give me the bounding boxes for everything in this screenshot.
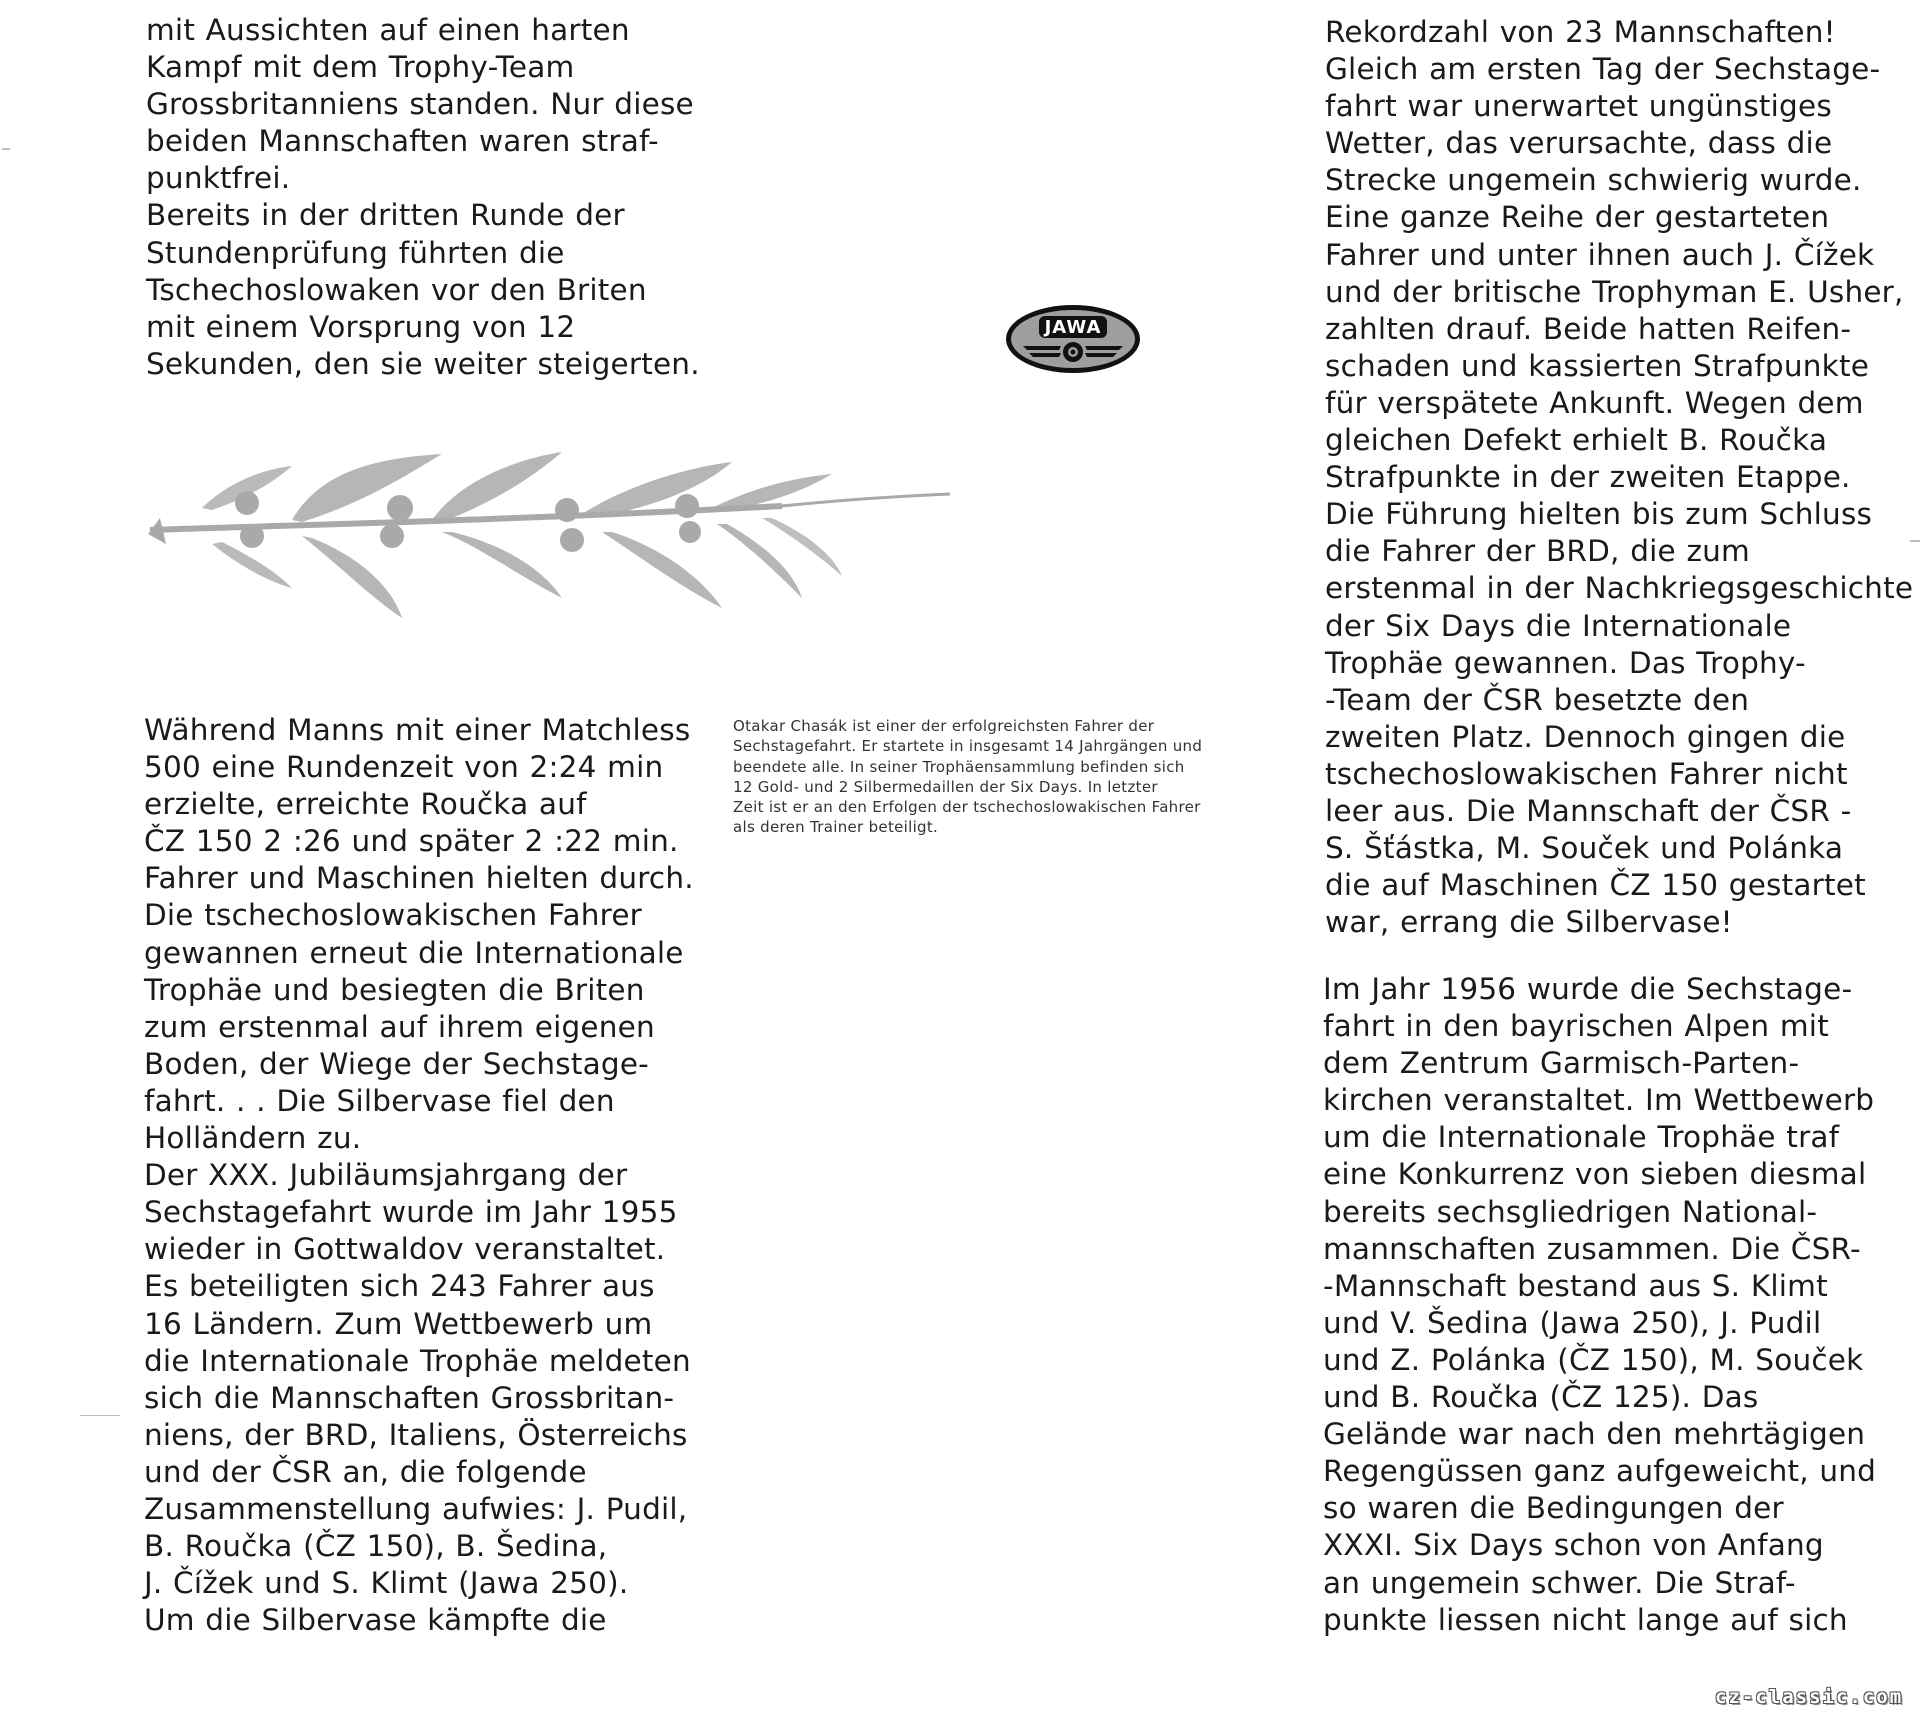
right-bottom-text-line: so waren die Bedingungen der <box>1323 1491 1784 1526</box>
right-bottom-text-line: bereits sechsgliedrigen National- <box>1323 1194 1818 1229</box>
caption-text-line: 12 Gold- und 2 Silbermedaillen der Six Days. In letzter <box>733 777 1158 796</box>
right-bottom-text-line: und V. Šedina (Jawa 250), J. Pudil <box>1323 1305 1822 1340</box>
caption-text-line: Sechstagefahrt. Er startete in insgesamt 14 Jahrgängen und <box>733 737 1203 756</box>
left-bottom-text-line: J. Čížek und S. Klimt (Jawa 250). <box>144 1566 629 1601</box>
right-top-text-line: Gleich am ersten Tag der Sechstage- <box>1325 52 1881 87</box>
right-top-text-line: leer aus. Die Mannschaft der ČSR - <box>1325 793 1852 828</box>
left-bottom-text-line: 16 Ländern. Zum Wettbewerb um <box>144 1306 653 1341</box>
jawa-logo-icon <box>1003 302 1143 376</box>
left-bottom-text-line: Trophäe und besiegten die Briten <box>144 972 645 1007</box>
right-top-text-line: Strecke ungemein schwierig wurde. <box>1325 163 1862 198</box>
caption-text-line: Zeit ist er an den Erfolgen der tschechoslowakischen Fahrer <box>733 798 1201 817</box>
left-bottom-text-line: zum erstenmal auf ihrem eigenen <box>144 1009 655 1044</box>
left-bottom-text-line: Fahrer und Maschinen hielten durch. <box>144 861 694 896</box>
right-bottom-text-line: und B. Roučka (ČZ 125). Das <box>1323 1380 1759 1415</box>
left-bottom-text-line: Die tschechoslowakischen Fahrer <box>144 898 643 933</box>
right-top-text-line: der Six Days die Internationale <box>1325 608 1792 643</box>
right-bottom-text-line: mannschaften zusammen. Die ČSR- <box>1323 1231 1861 1266</box>
left-bottom-text-line: Boden, der Wiege der Sechstage- <box>144 1046 650 1081</box>
left-top-text-line: mit Aussichten auf einen harten <box>146 13 630 47</box>
right-top-text-line: tschechoslowakischen Fahrer nicht <box>1325 756 1848 791</box>
right-top-text-line: die Fahrer der BRD, die zum <box>1325 534 1750 569</box>
right-top-text-line: fahrt war unerwartet ungünstiges <box>1325 89 1832 124</box>
left-bottom-text-line: Es beteiligten sich 243 Fahrer aus <box>144 1269 655 1304</box>
left-bottom-text-line: Während Manns mit einer Matchless <box>144 713 691 747</box>
right-bottom-text-line: und Z. Polánka (ČZ 150), M. Souček <box>1323 1342 1864 1377</box>
left-bottom-text-line: Um die Silbervase kämpfte die <box>144 1603 607 1638</box>
left-bottom-text-line: ČZ 150 2 :26 und später 2 :22 min. <box>144 824 679 859</box>
right-top-text-line: Wetter, das verursachte, dass die <box>1325 126 1833 161</box>
left-bottom-text-line: 500 eine Rundenzeit von 2:24 min <box>144 750 664 785</box>
right-bottom-text-line: Regengüssen ganz aufgeweicht, und <box>1323 1454 1877 1489</box>
photo-caption <box>733 716 1202 838</box>
left-bottom-text-line: erzielte, erreichte Roučka auf <box>144 787 587 822</box>
right-top-text-line: Trophäe gewannen. Das Trophy- <box>1325 645 1806 680</box>
right-top-text-line: -Team der ČSR besetzte den <box>1325 682 1750 717</box>
scan-edge-mark <box>2 148 10 150</box>
right-top-text-line: Rekordzahl von 23 Mannschaften! <box>1325 15 1836 49</box>
left-bottom-text-line: Der XXX. Jubiläumsjahrgang der <box>144 1158 628 1193</box>
right-top-text-line: zahlten drauf. Beide hatten Reifen- <box>1325 311 1852 346</box>
left-top-text-line: punktfrei. <box>146 161 291 196</box>
right-top-text-line: schaden und kassierten Strafpunkte <box>1325 348 1870 383</box>
left-top-text-line: mit einem Vorsprung von 12 <box>146 309 576 344</box>
left-top-text-line: Kampf mit dem Trophy-Team <box>146 50 575 85</box>
left-bottom-text-line: gewannen erneut die Internationale <box>144 935 684 970</box>
left-top-text-line: Stundenprüfung führten die <box>146 235 565 270</box>
watermark: cz-classic.com <box>1715 1686 1904 1708</box>
right-top-text-line: zweiten Platz. Dennoch gingen die <box>1325 719 1846 754</box>
left-bottom-text-line: Sechstagefahrt wurde im Jahr 1955 <box>144 1195 678 1230</box>
text-column-left-bottom <box>144 712 694 1639</box>
right-top-text-line: für verspätete Ankunft. Wegen dem <box>1325 385 1864 420</box>
right-bottom-text-line: Im Jahr 1956 wurde die Sechstage- <box>1323 972 1853 1006</box>
scan-edge-mark <box>80 1415 120 1416</box>
left-top-text-line: Sekunden, den sie weiter steigerten. <box>146 346 700 381</box>
left-bottom-text-line: Zusammenstellung aufwies: J. Pudil, <box>144 1491 688 1526</box>
right-top-text-line: gleichen Defekt erhielt B. Roučka <box>1325 423 1828 458</box>
jawa-logo-text: JAWA <box>1044 317 1102 338</box>
left-bottom-text-line: wieder in Gottwaldov veranstaltet. <box>144 1232 666 1267</box>
left-top-text-line: Bereits in der dritten Runde der <box>146 198 625 233</box>
right-top-text-line: S. Šťástka, M. Souček und Polánka <box>1325 831 1844 866</box>
scan-edge-mark <box>1910 540 1920 542</box>
left-bottom-text-line: und der ČSR an, die folgende <box>144 1454 587 1489</box>
left-top-text-line: beiden Mannschaften waren straf- <box>146 124 659 159</box>
caption-text-line: beendete alle. In seiner Trophäensammlung befinden sich <box>733 757 1185 776</box>
text-column-right-top <box>1325 14 1913 941</box>
left-top-text-line: Tschechoslowaken vor den Briten <box>146 272 647 307</box>
right-bottom-text-line: Gelände war nach den mehrtägigen <box>1323 1417 1866 1452</box>
right-bottom-text-line: dem Zentrum Garmisch-Parten- <box>1323 1046 1800 1081</box>
text-column-right-bottom <box>1323 971 1876 1639</box>
left-bottom-text-line: Holländern zu. <box>144 1121 362 1156</box>
right-bottom-text-line: punkte liessen nicht lange auf sich <box>1323 1602 1848 1637</box>
right-top-text-line: Strafpunkte in der zweiten Etappe. <box>1325 460 1851 495</box>
right-top-text-line: erstenmal in der Nachkriegsgeschichte <box>1325 571 1914 606</box>
left-bottom-text-line: niens, der BRD, Italiens, Österreichs <box>144 1417 688 1452</box>
right-top-text-line: Eine ganze Reihe der gestarteten <box>1325 200 1830 235</box>
left-top-text-line: Grossbritanniens standen. Nur diese <box>146 87 694 122</box>
text-column-left-top <box>146 12 700 383</box>
right-top-text-line: Fahrer und unter ihnen auch J. Čížek <box>1325 237 1875 272</box>
left-bottom-text-line: fahrt. . . Die Silbervase fiel den <box>144 1083 615 1118</box>
floral-branch-ornament-icon <box>142 448 954 623</box>
right-bottom-text-line: fahrt in den bayrischen Alpen mit <box>1323 1009 1829 1044</box>
right-top-text-line: die auf Maschinen ČZ 150 gestartet <box>1325 868 1866 903</box>
left-bottom-text-line: die Internationale Trophäe meldeten <box>144 1343 691 1378</box>
left-bottom-text-line: B. Roučka (ČZ 150), B. Šedina, <box>144 1529 608 1564</box>
right-bottom-text-line: XXXI. Six Days schon von Anfang <box>1323 1528 1824 1563</box>
right-bottom-text-line: an ungemein schwer. Die Straf- <box>1323 1565 1796 1600</box>
right-bottom-text-line: -Mannschaft bestand aus S. Klimt <box>1323 1268 1828 1303</box>
caption-text-line: als deren Trainer beteiligt. <box>733 818 939 837</box>
caption-text-line: Otakar Chasák ist einer der erfolgreichsten Fahrer der <box>733 717 1155 735</box>
right-bottom-text-line: eine Konkurrenz von sieben diesmal <box>1323 1157 1867 1192</box>
right-bottom-text-line: kirchen veranstaltet. Im Wettbewerb <box>1323 1083 1875 1118</box>
right-top-text-line: und der britische Trophyman E. Usher, <box>1325 274 1904 309</box>
right-top-text-line: Die Führung hielten bis zum Schluss <box>1325 497 1873 532</box>
right-bottom-text-line: um die Internationale Trophäe traf <box>1323 1120 1840 1155</box>
right-top-text-line: war, errang die Silbervase! <box>1325 905 1733 940</box>
left-bottom-text-line: sich die Mannschaften Grossbritan- <box>144 1380 675 1415</box>
